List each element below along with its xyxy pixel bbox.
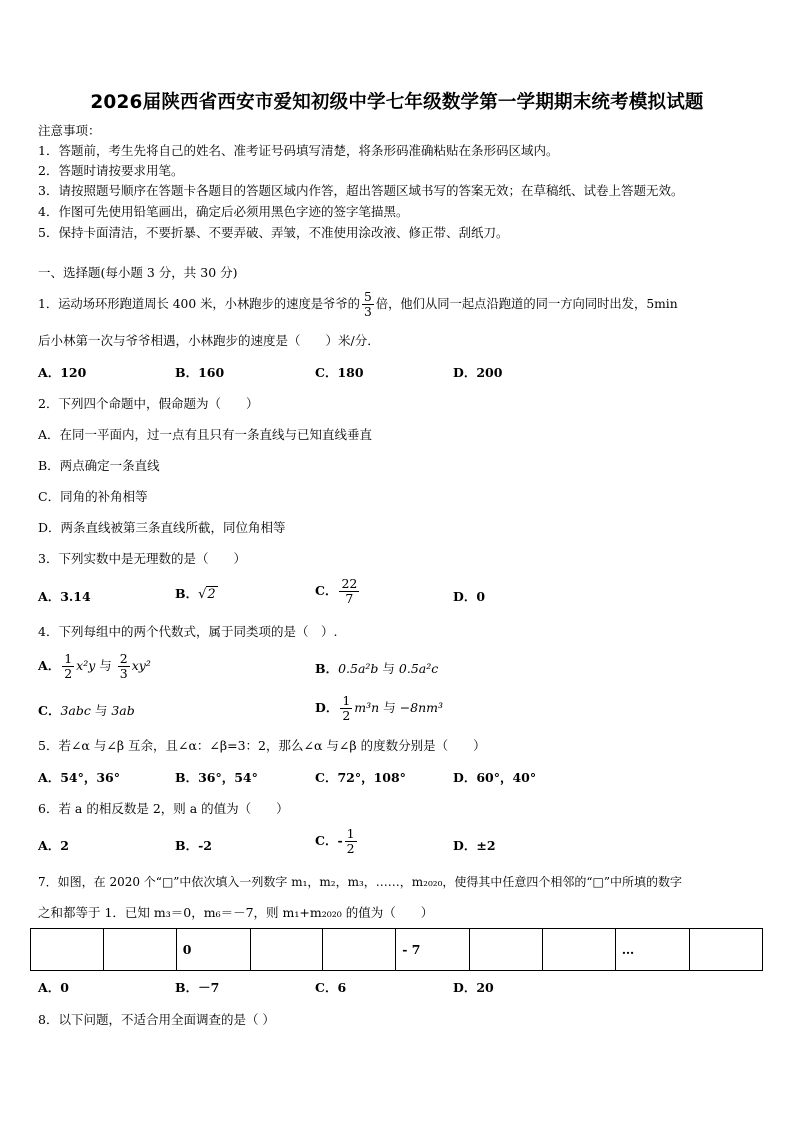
option-b[interactable]: B．160 — [175, 365, 225, 380]
sqrt-expression: √2 — [198, 587, 216, 602]
sequence-cell — [31, 929, 104, 971]
option-label: B． — [315, 661, 339, 676]
sequence-cell — [542, 929, 615, 971]
option-d[interactable]: D．20 — [453, 980, 494, 995]
option-label: C． — [38, 703, 61, 718]
question-7-stem: 7．如图，在 2020 个“□”中依次填入一列数字 m₁，m₂，m₃，……，m₂₀₂₀，使得其中任意四个相邻的“□”中所填的数字 — [38, 875, 683, 889]
option-c[interactable] — [315, 827, 359, 856]
fraction — [339, 577, 359, 606]
notice-item: 2．答题时请按要求用笔。 — [38, 163, 184, 178]
sequence-cell — [250, 929, 323, 971]
option-b[interactable]: B．36°，54° — [175, 770, 258, 785]
radicand: 2 — [207, 587, 216, 602]
notice-item: 5．保持卡面清洁，不要折暴、不要弄破、弄皱，不准使用涂改液、修正带、刮纸刀。 — [38, 225, 509, 240]
fraction-numerator: 2 — [119, 651, 128, 666]
option-d[interactable] — [315, 694, 443, 723]
connector-text: 与 — [99, 658, 112, 673]
fraction-denominator: 2 — [64, 666, 73, 681]
option-d[interactable]: D．200 — [453, 365, 503, 380]
algebraic-term: 0.5a²c — [398, 661, 439, 676]
notice-item: 1．答题前，考生先将自己的姓名、准考证号码填写清楚，将条形码准确粘贴在条形码区域内。 — [38, 143, 559, 158]
option-b[interactable] — [315, 661, 438, 677]
fraction — [62, 652, 74, 681]
question-7-stem-cont: 之和都等于 1．已知 m₃＝0，m₆＝－7，则 m₁+m₂₀₂₀ 的值为（ ） — [38, 905, 434, 920]
option-c[interactable]: C．同角的补角相等 — [38, 489, 148, 504]
option-label: C．- — [315, 833, 343, 848]
option-b[interactable]: B．－7 — [175, 980, 220, 995]
fraction-numerator: 1 — [346, 826, 355, 841]
fraction-numerator: 1 — [64, 651, 73, 666]
option-c[interactable]: C．180 — [315, 365, 364, 380]
option-d[interactable]: D．0 — [453, 589, 486, 604]
sequence-cell — [470, 929, 543, 971]
question-4-stem: 4．下列每组中的两个代数式，属于同类项的是（ ）. — [38, 624, 338, 639]
notice-item: 4．作图可先使用铅笔画出，确定后必须用黑色字迹的签字笔描黑。 — [38, 204, 409, 219]
fraction-denominator: 7 — [345, 591, 354, 606]
option-b[interactable]: B．-2 — [175, 838, 212, 853]
option-d[interactable]: D．±2 — [453, 838, 496, 853]
notice-heading: 注意事项： — [38, 123, 101, 138]
fraction — [340, 694, 352, 723]
option-label: C． — [315, 583, 338, 598]
option-label: D． — [315, 700, 339, 715]
connector-text: 与 — [383, 700, 396, 715]
algebraic-term: x²y — [76, 658, 96, 673]
notice-item: 3．请按照题号顺序在答题卡各题目的答题区域内作答，超出答题区域书写的答案无效；在草稿纸、试卷上答题无效。 — [38, 183, 684, 198]
fraction-denominator: 3 — [363, 305, 372, 319]
question-1-stem — [38, 290, 678, 319]
sequence-cell — [323, 929, 396, 971]
section-heading: 一、选择题(每小题 3 分，共 30 分) — [38, 265, 238, 280]
fraction — [345, 827, 357, 856]
sequence-cell — [690, 929, 763, 971]
option-a[interactable]: A．54°，36° — [38, 770, 120, 785]
algebraic-term: 3ab — [111, 703, 135, 718]
fraction-denominator: 3 — [119, 666, 128, 681]
option-a[interactable]: A．3.14 — [38, 589, 91, 604]
option-c[interactable]: C．72°，108° — [315, 770, 406, 785]
algebraic-term: 0.5a²b — [338, 661, 379, 676]
question-3-stem: 3．下列实数中是无理数的是（ ） — [38, 551, 246, 566]
option-d[interactable]: D．60°，40° — [453, 770, 537, 785]
algebraic-term: −8nm³ — [399, 700, 444, 715]
option-a[interactable]: A．120 — [38, 365, 87, 380]
option-a[interactable]: A．0 — [38, 980, 69, 995]
option-a[interactable]: A．在同一平面内，过一点有且只有一条直线与已知直线垂直 — [38, 427, 373, 442]
question-6-stem: 6．若 a 的相反数是 2，则 a 的值为（ ） — [38, 801, 289, 816]
connector-text: 与 — [382, 661, 395, 676]
option-label: A． — [38, 658, 61, 673]
sequence-cell — [103, 929, 176, 971]
fraction — [362, 290, 374, 319]
page-title: 2026届陕西省西安市爱知初级中学七年级数学第一学期期末统考模拟试题 — [90, 92, 704, 113]
option-b[interactable] — [175, 586, 218, 603]
sequence-cell: … — [615, 929, 689, 971]
sequence-cell: - 7 — [396, 929, 470, 971]
fraction — [118, 652, 130, 681]
option-c[interactable]: C．6 — [315, 980, 347, 995]
algebraic-term: xy² — [131, 658, 151, 673]
question-2-stem: 2．下列四个命题中，假命题为（ ） — [38, 396, 259, 411]
algebraic-term: 3abc — [60, 703, 91, 718]
option-c[interactable] — [38, 703, 135, 719]
connector-text: 与 — [94, 703, 108, 718]
option-d[interactable]: D．两条直线被第三条直线所截，同位角相等 — [38, 520, 286, 535]
question-1-text: 1．运动场环形跑道周长 400 米，小林跑步的速度是爷爷的 — [38, 297, 360, 311]
fraction-numerator: 1 — [342, 693, 351, 708]
option-a[interactable] — [38, 652, 151, 681]
question-5-stem: 5．若∠α 与∠β 互余，且∠α：∠β=3：2，那么∠α 与∠β 的度数分别是（ ） — [38, 738, 486, 753]
question-1-stem-cont: 后小林第一次与爷爷相遇，小林跑步的速度是（ ）米/分． — [38, 333, 380, 348]
option-label: B． — [175, 586, 199, 601]
sequence-boxes — [30, 928, 763, 971]
option-a[interactable]: A．2 — [38, 838, 69, 853]
option-b[interactable]: B．两点确定一条直线 — [38, 458, 160, 473]
fraction-denominator: 2 — [346, 841, 355, 856]
fraction-denominator: 2 — [342, 708, 351, 723]
fraction-numerator: 5 — [363, 290, 372, 304]
sequence-cell: 0 — [176, 929, 250, 971]
table-row — [31, 929, 763, 971]
option-c[interactable] — [315, 577, 361, 606]
question-8-stem: 8．以下问题，不适合用全面调查的是（ ） — [38, 1012, 275, 1027]
fraction-numerator: 22 — [341, 576, 358, 591]
algebraic-term: m³n — [354, 700, 380, 715]
question-1-text: 倍，他们从同一起点沿跑道的同一方向同时出发，5min — [375, 297, 678, 311]
